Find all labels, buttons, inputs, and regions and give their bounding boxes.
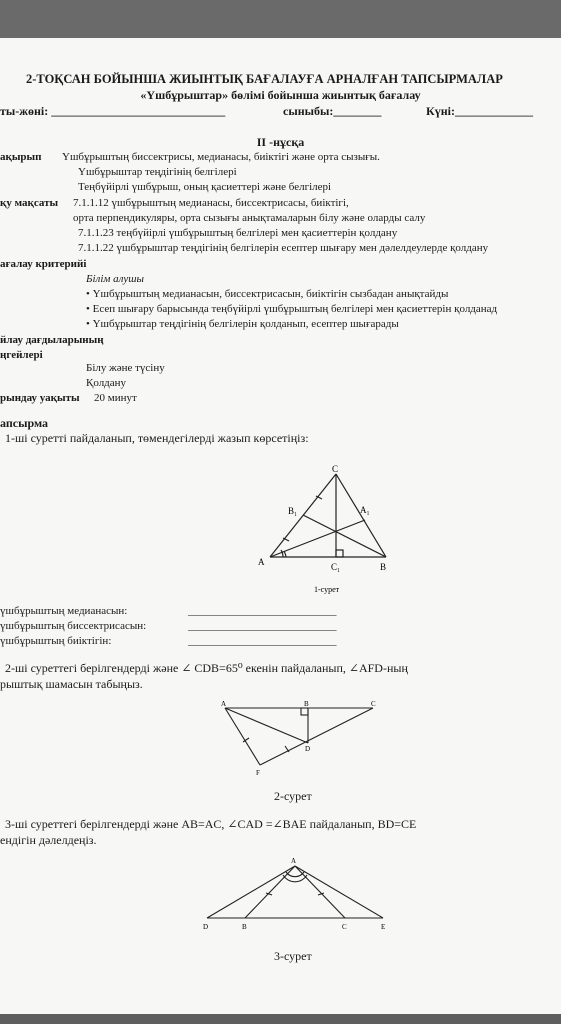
label-A: A xyxy=(258,557,265,567)
figure-1-caption: 1-сурет xyxy=(314,585,340,594)
name-field[interactable]: ты-жөні: _____________________________ xyxy=(0,104,226,118)
answer-label: үшбұрыштың биссектрисасын: xyxy=(0,620,147,632)
criteria-label: ағалау критерийі xyxy=(0,258,87,270)
right-angle-mark xyxy=(301,708,308,715)
label-B: B xyxy=(242,923,247,931)
worksheet-page xyxy=(0,38,561,1014)
time-label: рындау уақыты xyxy=(0,392,80,404)
label-A: A xyxy=(221,700,227,708)
topic-label: ақырып xyxy=(0,151,42,163)
variant-heading: ІІ -нұсқа xyxy=(256,135,305,149)
task1-text: 1-ші суретті пайдаланып, төмендегілерді жазып көрсетіңіз: xyxy=(5,431,309,445)
label-B1: B₁ xyxy=(288,506,298,516)
figure-3-caption: 3-сурет xyxy=(274,949,312,963)
class-field[interactable]: сыныбы:________ xyxy=(283,104,382,118)
topic-line: Үшбұрыштар теңдігінің белгілері xyxy=(78,166,237,178)
label-A1: A₁ xyxy=(360,505,370,515)
label-A: A xyxy=(291,857,297,865)
answer-line[interactable]: ___________________________ xyxy=(188,605,337,617)
label-E: E xyxy=(381,923,386,931)
label-D: D xyxy=(203,923,209,931)
segment-AF xyxy=(225,708,260,765)
criteria-item: • Үшбұрыштар теңдігінің белгілерін қолданып, есептер шығарады xyxy=(86,318,399,330)
goal-line: 7.1.1.12 үшбұрыштың медианасы, биссектрисасы, биіктігі, xyxy=(73,197,349,209)
answer-label: үшбұрыштың биіктігін: xyxy=(0,635,112,647)
label-C: C xyxy=(332,464,339,474)
label-B: B xyxy=(380,562,387,572)
label-C1: C₁ xyxy=(331,562,341,572)
document-title: 2-ТОҚСАН БОЙЫНША ЖИЫНТЫҚ БАҒАЛАУҒА АРНАЛҒАН ТАПСЫРМАЛАР xyxy=(26,72,503,86)
tasks-heading: апсырма xyxy=(0,416,49,430)
label-C: C xyxy=(371,700,376,708)
criteria-intro: Білім алушы xyxy=(86,273,144,285)
bottom-shadow-bar xyxy=(0,1014,561,1024)
label-B: B xyxy=(304,700,309,708)
figure-1-triangle xyxy=(250,464,400,599)
criteria-item: • Үшбұрыштың медианасын, биссектрисасын, биіктігін сызбадан анықтайды xyxy=(86,288,449,300)
goal-line: орта перпендикуляры, орта сызығы анықтамаларын білу және оларды салу xyxy=(73,212,426,224)
angle-arc xyxy=(284,551,286,557)
segment-FC xyxy=(260,708,373,765)
skills-label: ңгейлері xyxy=(0,349,43,361)
right-angle-mark xyxy=(336,550,343,557)
skill-item: Білу және түсіну xyxy=(86,362,165,374)
label-C: C xyxy=(342,923,347,931)
document-subtitle: «Үшбұрыштар» бөлімі бойынша жиынтық бағалау xyxy=(140,88,421,102)
answer-line[interactable]: ___________________________ xyxy=(188,620,337,632)
criteria-item: • Есеп шығару барысында теңбүйірлі үшбұрыштың белгілері мен қасиеттерін қолданад xyxy=(86,303,498,315)
goal-line: 7.1.1.23 теңбүйірлі үшбұрыштың белгілері мен қасиеттерін қолдану xyxy=(78,227,398,239)
segment-AD xyxy=(225,708,308,743)
segment-AD xyxy=(207,866,295,918)
label-D: D xyxy=(305,745,311,753)
skills-label: йлау дағдыларының xyxy=(0,334,104,346)
time-value: 20 минут xyxy=(94,392,137,404)
goal-line: 7.1.1.22 үшбұрыштар теңдігінің белгілерін есептер шығару мен дәлелдеулерде қолдану xyxy=(78,242,489,254)
task3-text: 3-ші суреттегі берілгендерді және AB=AC, ∠CAD =∠BAE пайдаланып, BD=CE xyxy=(5,817,417,831)
date-field[interactable]: Күні:_____________ xyxy=(426,104,533,118)
top-shadow-bar xyxy=(0,0,561,38)
task3-text: ендігін дәлелдеңіз. xyxy=(0,833,97,847)
task2-text: 2-ші суреттегі берілгендерді және ∠ CDB=65⁰ екенін пайдаланып, ∠AFD-ның xyxy=(5,661,408,675)
skill-item: Қолдану xyxy=(86,377,127,389)
angle-arc xyxy=(283,875,307,882)
angle-arc xyxy=(281,550,283,557)
task2-text: рыштық шамасын табыңыз. xyxy=(0,677,143,691)
figure-2-caption: 2-сурет xyxy=(274,789,312,803)
answer-label: үшбұрыштың медианасын: xyxy=(0,605,128,617)
figure-3-diagram xyxy=(195,856,395,936)
goal-label: қу мақсаты xyxy=(0,197,59,209)
segment-AE xyxy=(295,866,383,918)
topic-line: Теңбүйірлі үшбұрыш, оның қасиеттері және белгілері xyxy=(78,181,332,193)
topic-line: Үшбұрыштың биссектрисы, медианасы, биіктігі және орта сызығы. xyxy=(62,151,380,163)
label-F: F xyxy=(256,769,260,777)
answer-line[interactable]: ___________________________ xyxy=(188,635,337,647)
